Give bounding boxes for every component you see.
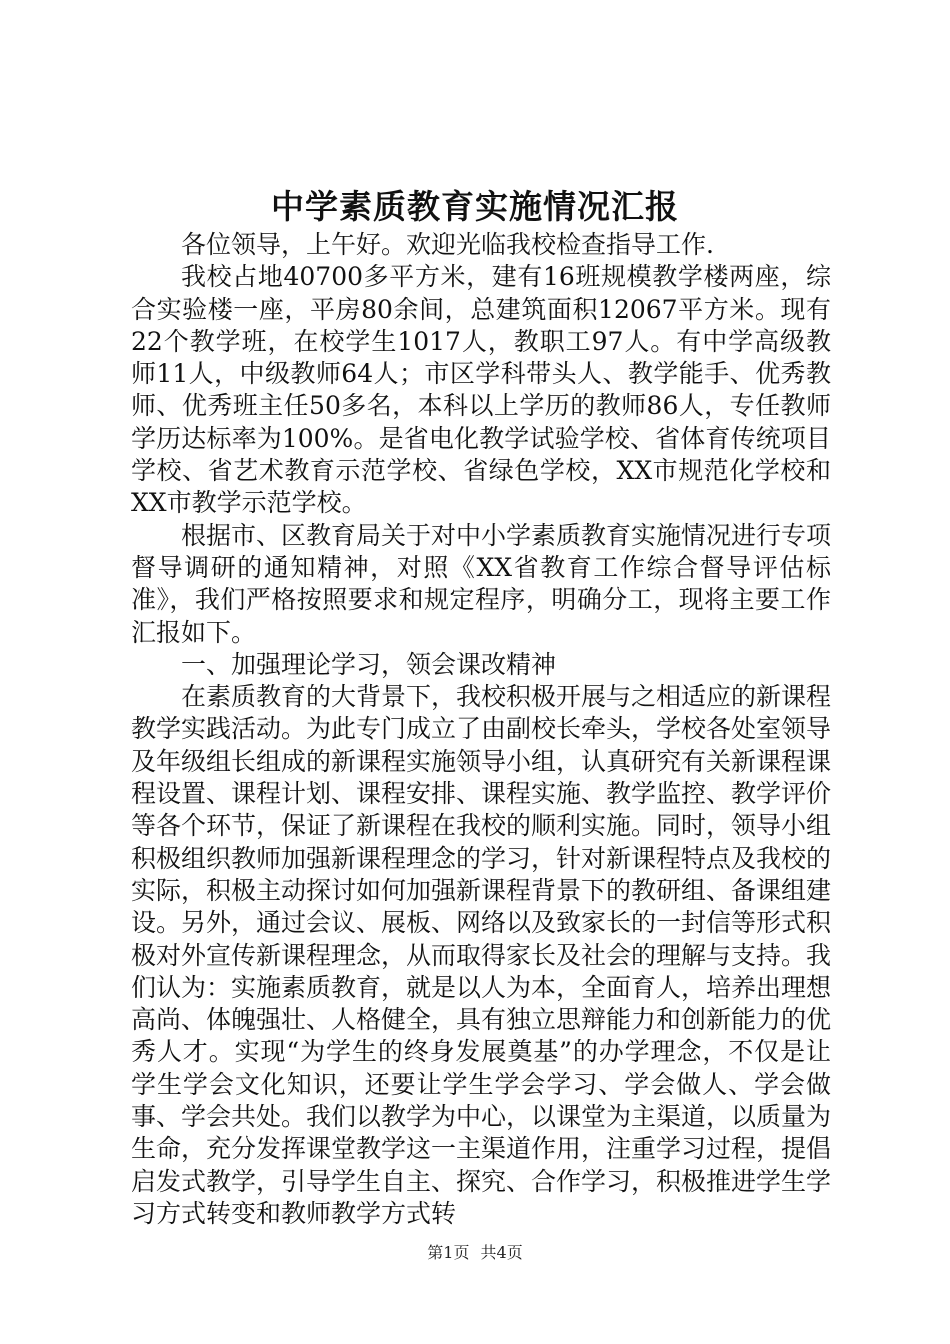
- document-title: 中学素质教育实施情况汇报: [271, 187, 679, 226]
- document-body: [131, 229, 831, 1230]
- paragraph-report-basis: 根据市、区教育局关于对中小学素质教育实施情况进行专项督导调研的通知精神，对照《XX省教育工作综合督导评估标准》，我们严格按照要求和规定程序，明确分工，现将主要工作汇报如下。: [131, 520, 832, 647]
- paragraph-school-overview: 我校占地40700多平方米，建有16班规模教学楼两座，综合实验楼一座，平房80余间，总建筑面积12067平方米。现有22个教学班，在校学生1017人，教职工97人。有中学高级教师11人，中级教师64人；市区学科带头人、教学能手、优秀教师、优秀班主任50多名，本科以上学历的教师86人，专任教师学历达标率为100%。是省电化教学试验学校、省体育传统项目学校、省艺术教育示范学校、省绿色学校，XX市规范化学校和XX市教学示范学校。: [131, 262, 831, 518]
- paragraph-greeting: 各位领导，上午好。欢迎光临我校检查指导工作.: [181, 230, 714, 259]
- page-total: 共4页: [480, 1243, 523, 1262]
- page-footer: [0, 1242, 950, 1264]
- page-number: 第1页: [427, 1243, 470, 1262]
- section-heading-1: 一、加强理论学习，领会课改精神: [181, 649, 557, 679]
- paragraph-section-1-body: 在素质教育的大背景下，我校积极开展与之相适应的新课程教学实践活动。为此专门成立了由副校长牵头，学校各处室领导及年级组长组成的新课程实施领导小组，认真研究有关新课程课程设置、课程计划、课程安排、课程实施、教学监控、教学评价等各个环节，保证了新课程在我校的顺利实施。同时，领导小组积极组织教师加强新课程理念的学习，针对新课程特点及我校的实际，积极主动探讨如何加强新课程背景下的教研组、备课组建设。另外，通过会议、展板、网络以及致家长的一封信等形式积极对外宣传新课程理念，从而取得家长及社会的理解与支持。我们认为：实施素质教育，就是以人为本，全面育人，培养出理想高尚、体魄强壮、人格健全，具有独立思辩能力和创新能力的优秀人才。实现“为学生的终身发展奠基”的办学理念，不仅是让学生学会文化知识，还要让学生学会学习、学会做人、学会做事、学会共处。我们以教学为中心，以课堂为主渠道，以质量为生命，充分发挥课堂教学这一主渠道作用，注重学习过程，提倡启发式教学，引导学生自主、探究、合作学习，积极推进学生学习方式转变和教师教学方式转: [131, 682, 832, 1228]
